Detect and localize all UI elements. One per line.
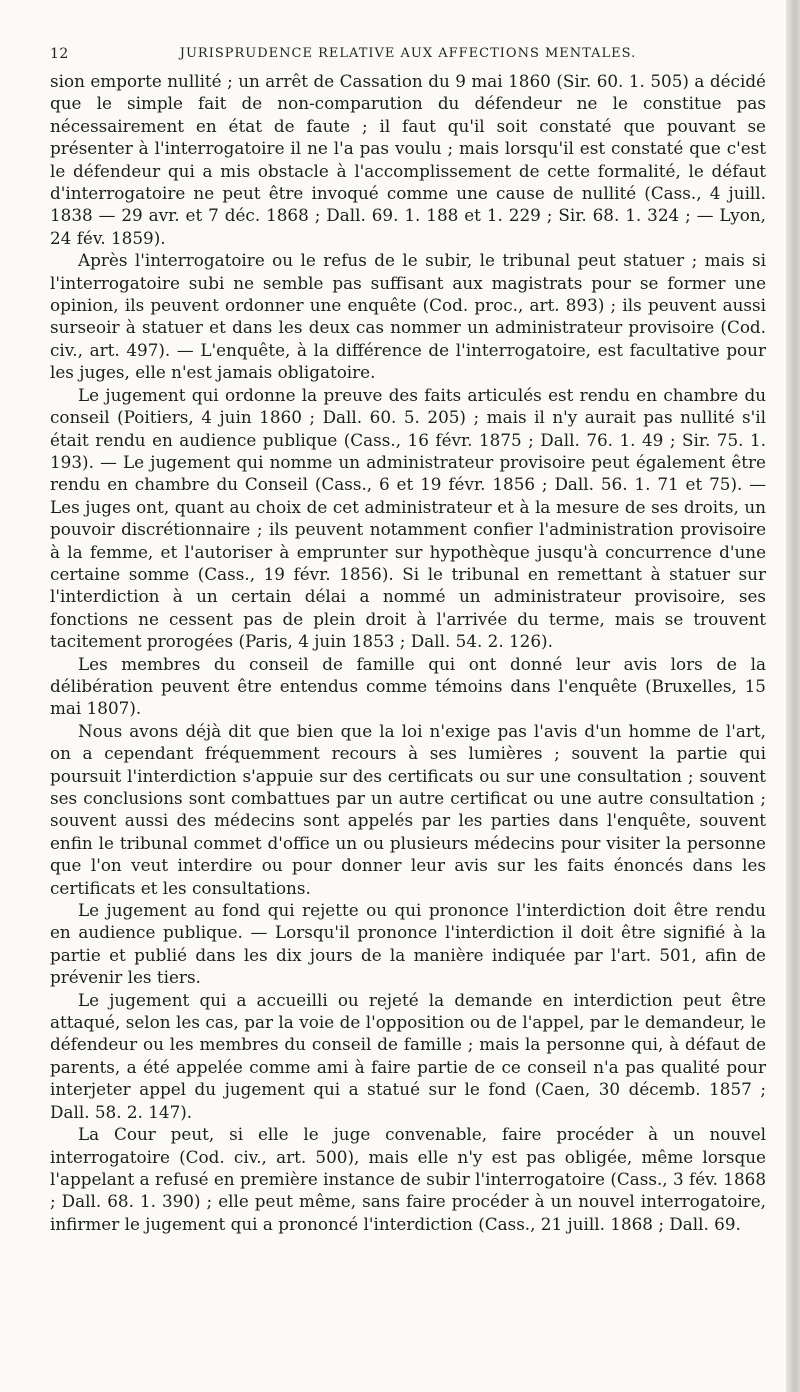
paragraph: Les membres du conseil de famille qui ont donné leur avis lors de la délibération peuvent être entendus comme témoins dans l'enquête (Bruxelles, 15 mai 1807). bbox=[50, 653, 766, 719]
paragraph: Le jugement qui a accueilli ou rejeté la demande en interdiction peut être attaqué, selon les cas, par la voie de l'opposition ou de l'appel, par le demandeur, le défendeur ou les membres du conseil de famille ; mais la personne qui, à défaut de parents, a été appelée comme ami à faire partie de ce conseil n'a pas qualité pour interjeter appel du jugement qui a statué sur le fond (Caen, 30 décemb. 1857 ; Dall. 58. 2. 147). bbox=[50, 989, 766, 1122]
body-text bbox=[50, 70, 766, 1235]
running-head: JURISPRUDENCE RELATIVE AUX AFFECTIONS MENTALES. bbox=[179, 46, 637, 61]
paragraph: Nous avons déjà dit que bien que la loi n'exige pas l'avis d'un homme de l'art, on a cependant fréquemment recours à ses lumières ; souvent la partie qui poursuit l'interdiction s'appuie sur des certificats ou sur une consultation ; souvent ses conclusions sont combattues par un autre certificat ou une autre consultation ; souvent aussi des médecins sont appelés par les parties dans l'enquête, souvent enfin le tribunal commet d'office un ou plusieurs médecins pour visiter la personne que l'on veut interdire ou pour donner leur avis sur les faits énoncés dans les certificats et les consultations. bbox=[50, 720, 766, 898]
paragraph-continued: sion emporte nullité ; un arrêt de Cassation du 9 mai 1860 (Sir. 60. 1. 505) a décidé que le simple fait de non-comparution du défendeur ne le constitue pas nécessairement en état de faute ; il faut qu'il soit constaté que pouvant se présenter à l'interrogatoire il ne l'a pas voulu ; mais lorsqu'il est constaté que c'est le défendeur qui a mis obstacle à l'accomplissement de cette formalité, le défaut d'interrogatoire ne peut être invoqué comme une cause de nullité (Cass., 4 juill. 1838 — 29 avr. et 7 déc. 1868 ; Dall. 69. 1. 188 et 1. 229 ; Sir. 68. 1. 324 ; — Lyon, 24 fév. 1859). bbox=[50, 71, 766, 248]
paragraph: Le jugement au fond qui rejette ou qui prononce l'interdiction doit être rendu en audience publique. — Lorsqu'il prononce l'interdiction il doit être signifié à la partie et publié dans les dix jours de la manière indiquée par l'art. 501, afin de prévenir les tiers. bbox=[50, 900, 766, 988]
paragraph: Le jugement qui ordonne la preuve des faits articulés est rendu en chambre du conseil (Poitiers, 4 juin 1860 ; Dall. 60. 5. 205) ; mais il n'y aurait pas nullité s'il était rendu en audience publique (Cass., 16 févr. 1875 ; Dall. 76. 1. 49 ; Sir. 75. 1. 193). — Le jugement qui nomme un administrateur provisoire peut également être rendu en chambre du Conseil (Cass., 6 et 19 févr. 1856 ; Dall. 56. 1. 71 et 75). — Les juges ont, quant au choix de cet administrateur et à la mesure de ses droits, un pouvoir discrétionnaire ; ils peuvent notamment confier l'administration provisoire à la femme, et l'autoriser à emprunter sur hypothèque jusqu'à concurrence d'une certaine somme (Cass., 19 févr. 1856). Si le tribunal en remettant à statuer sur l'interdiction à un certain délai a nommé un administrateur provisoire, ses fonctions ne cessent pas de plein droit à l'arrivée du terme, mais se trouvent tacitement prorogées (Paris, 4 juin 1853 ; Dall. 54. 2. 126). bbox=[50, 384, 766, 652]
page-number: 12 bbox=[50, 46, 69, 62]
page-header bbox=[50, 46, 766, 66]
paragraph: La Cour peut, si elle le juge convenable, faire procéder à un nouvel interrogatoire (Cod. civ., art. 500), mais elle n'y est pas obligée, même lorsque l'appelant a refusé en première instance de subir l'interrogatoire (Cass., 3 fév. 1868 ; Dall. 68. 1. 390) ; elle peut même, sans faire procéder à un nouvel interrogatoire, infirmer le jugement qui a prononcé l'interdiction (Cass., 21 juill. 1868 ; Dall. 69. bbox=[50, 1124, 766, 1234]
paragraph: Après l'interrogatoire ou le refus de le subir, le tribunal peut statuer ; mais si l'interrogatoire subi ne semble pas suffisant aux magistrats pour se former une opinion, ils peuvent ordonner une enquête (Cod. proc., art. 893) ; ils peuvent aussi surseoir à statuer et dans les deux cas nommer un administrateur provisoire (Cod. civ., art. 497). — L'enquête, à la différence de l'interrogatoire, est facultative pour les juges, elle n'est jamais obligatoire. bbox=[50, 250, 766, 383]
page-edge-shadow bbox=[786, 0, 800, 1392]
